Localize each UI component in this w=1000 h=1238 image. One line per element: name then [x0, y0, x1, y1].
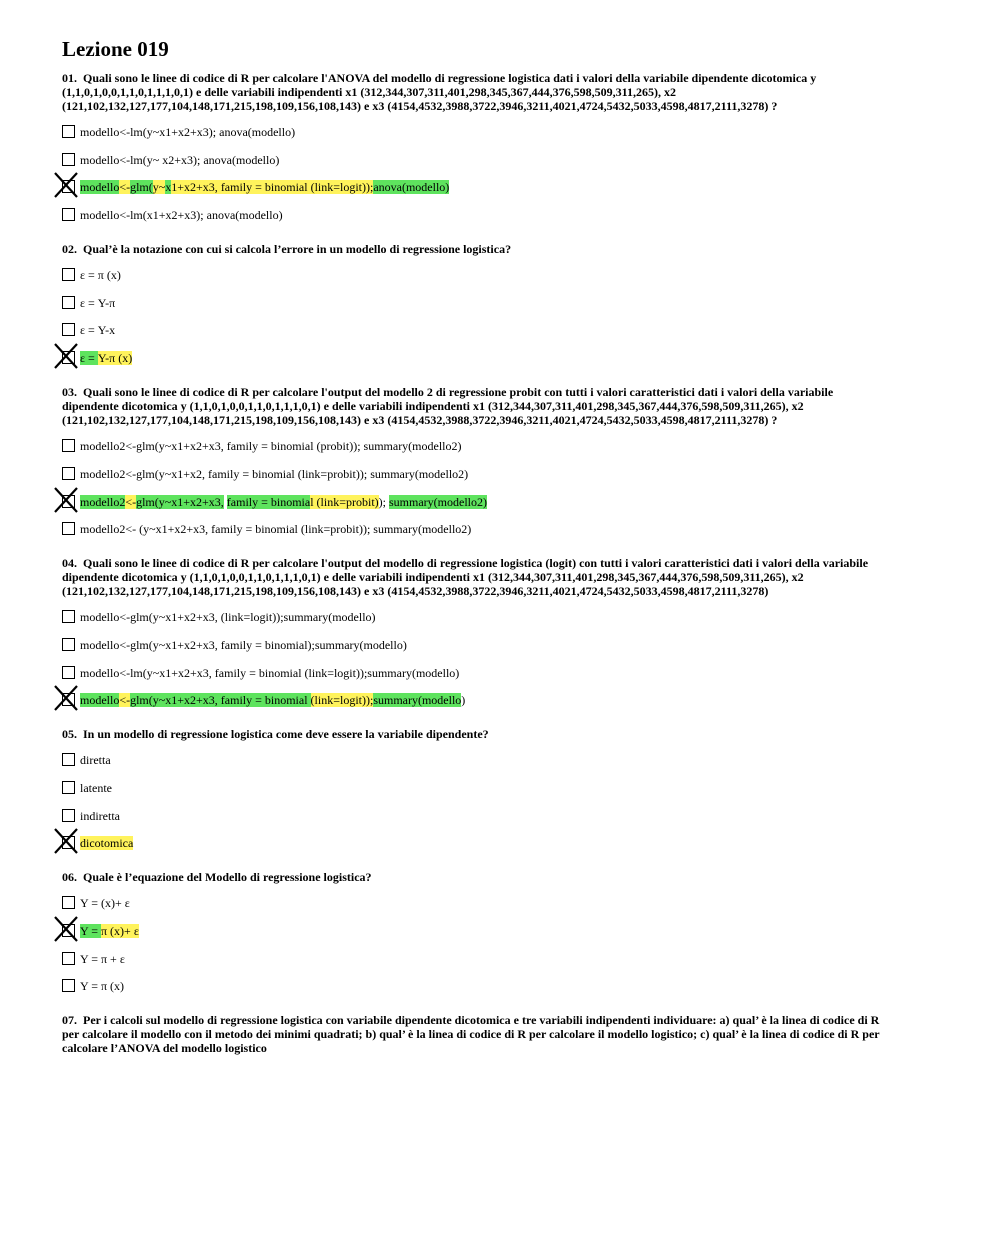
answer-option[interactable]	[62, 521, 942, 538]
question-text-line: dipendente dicotomica y (1,1,0,1,0,0,1,1,0,1,1,1,0,1) e delle variabili indipendenti x1 (312,344,307,311,401,298,345,367,444,376,598,509,311,265), x2	[62, 570, 804, 585]
answer-text-segment: y~	[152, 180, 166, 195]
answer-text-segment: anova(modello)	[373, 180, 450, 195]
question-text-line: (121,102,132,127,177,104,148,171,215,198,109,156,108,143) e x3 (4154,4532,3988,3722,3946,3211,4021,4724,5432,5033,4598,4817,2111,3278)	[62, 584, 769, 599]
answer-text-segment: ε =	[80, 351, 98, 366]
answer-option[interactable]	[62, 152, 942, 169]
question-text	[62, 385, 942, 427]
answer-text-segment: dicotomica	[80, 836, 134, 851]
answer-checkbox[interactable]	[62, 638, 75, 651]
answer-text: modello2<-glm(y~x1+x2+x3, family = binomial (probit)); summary(modello2)	[80, 439, 462, 454]
answer-text-segment: π (x)+ ε	[101, 924, 139, 938]
question-text-line: Quali sono le linee di codice di R per calcolare l'output del modello di regressione logistica (logit) con tutti i valori caratteristici dati i valori della variabile	[83, 556, 869, 571]
question-01	[62, 71, 942, 224]
question-text-line: Quale è l’equazione del Modello di regressione logistica?	[83, 870, 372, 885]
question-text-line: (121,102,132,127,177,104,148,171,215,198,109,156,108,143) e x3 (4154,4532,3988,3722,3946,3211,4021,4724,5432,5033,4598,4817,2111,3278) ?	[62, 413, 778, 428]
answer-text	[80, 835, 133, 852]
answer-checkbox[interactable]	[62, 896, 75, 909]
answer-text-segment: glm(	[130, 180, 153, 195]
question-05	[62, 727, 942, 852]
answer-text: modello<-lm(y~x1+x2+x3, family = binomial (link=logit));summary(modello)	[80, 665, 460, 680]
answer-text-segment: 1+x2+x3,	[171, 180, 218, 195]
answer-text-segment: x	[165, 180, 172, 195]
answer-text-segment: <-	[119, 180, 131, 195]
question-03	[62, 385, 942, 538]
question-07	[62, 1013, 942, 1055]
answer-option[interactable]	[62, 835, 942, 852]
answer-option[interactable]	[62, 895, 942, 912]
question-text	[62, 242, 942, 256]
answer-text: modello2<- (y~x1+x2+x3, family = binomial (link=probit)); summary(modello2)	[80, 522, 472, 537]
answer-text-segment: (link=logit));	[310, 693, 374, 708]
answer-checkbox[interactable]	[62, 753, 75, 766]
question-number: 02.	[62, 242, 77, 257]
question-text-line: Per i calcoli sul modello di regressione logistica con variabile dipendente dicotomica e tre variabili indipendenti individuare: a) qual’ è la linea di codice di R	[83, 1013, 880, 1028]
answer-checkbox[interactable]	[62, 268, 75, 281]
selected-cross-icon	[53, 915, 79, 943]
answer-checkbox[interactable]	[62, 208, 75, 221]
answer-text-segment: <-	[119, 693, 131, 708]
answer-text-segment: );	[378, 494, 389, 509]
question-text-line: Quali sono le linee di codice di R per calcolare l'ANOVA del modello di regressione logistica dati i valori della variabile dipendente dicotomica y	[83, 71, 817, 85]
answer-text	[80, 350, 132, 367]
page-title: Lezione 019	[62, 37, 169, 61]
question-text	[62, 556, 942, 598]
question-text-line: Qual’è la notazione con cui si calcola l’errore in un modello di regressione logistica?	[83, 242, 512, 257]
answer-option[interactable]	[62, 692, 942, 709]
question-text-line: calcolare l’ANOVA del modello logistico	[62, 1041, 267, 1056]
question-list	[62, 71, 942, 1055]
answer-checkbox[interactable]	[62, 323, 75, 336]
question-text	[62, 71, 942, 113]
answer-text	[80, 179, 449, 196]
answer-option[interactable]	[62, 207, 942, 224]
answer-text: modello<-lm(y~ x2+x3); anova(modello)	[80, 152, 280, 167]
answer-checkbox[interactable]	[62, 610, 75, 623]
question-number: 03.	[62, 385, 77, 400]
answer-text-segment: <-	[125, 494, 137, 509]
answer-text: modello<-lm(y~x1+x2+x3); anova(modello)	[80, 125, 296, 139]
document-page	[62, 36, 942, 1073]
answer-option[interactable]	[62, 295, 942, 312]
question-text	[62, 870, 942, 884]
answer-checkbox[interactable]	[62, 522, 75, 535]
answer-text: latente	[80, 780, 112, 795]
answer-option[interactable]	[62, 494, 942, 511]
question-text-line: dipendente dicotomica y (1,1,0,1,0,0,1,1,0,1,1,1,0,1) e delle variabili indipendenti x1 (312,344,307,311,401,298,345,367,444,376,598,509,311,265), x2	[62, 399, 804, 414]
answer-option[interactable]	[62, 267, 942, 284]
question-number: 05.	[62, 727, 77, 742]
answer-text: Y = (x)+ ε	[80, 896, 130, 911]
answer-text-segment: glm(y~x1+x2+x3, family = binomial	[130, 693, 311, 708]
selected-cross-icon	[53, 171, 79, 199]
question-text-line: (1,1,0,1,0,0,1,1,0,1,1,1,0,1) e delle variabili indipendenti x1 (312,344,307,311,401,298,345,367,444,376,598,509,311,265), x2	[62, 85, 677, 99]
answer-text: ε = Y-x	[80, 323, 116, 338]
answer-checkbox[interactable]	[62, 439, 75, 452]
question-06	[62, 870, 942, 995]
question-text-line: per calcolare il modello con il metodo dei minimi quadrati; b) qual’ è la linea di codice di R per calcolare il modello logistico; c) qual’ è la linea di codice di R per	[62, 1027, 880, 1042]
answer-text-segment: modello	[80, 693, 120, 708]
question-text-line: Quali sono le linee di codice di R per calcolare l'output del modello 2 di regressione probit con tutti i valori caratteristici dati i valori della variabile	[83, 385, 834, 400]
answer-option[interactable]	[62, 637, 942, 654]
answer-text: modello2<-glm(y~x1+x2, family = binomial (link=probit)); summary(modello2)	[80, 466, 469, 481]
question-text-line: (121,102,132,127,177,104,148,171,215,198,109,156,108,143) e x3 (4154,4532,3988,3722,3946,3211,4021,4724,5432,5033,4598,4817,2111,3278) ?	[62, 99, 778, 113]
answer-text-segment: modello2	[80, 494, 126, 509]
answer-checkbox[interactable]	[62, 781, 75, 794]
answer-checkbox[interactable]	[62, 296, 75, 309]
answer-text-segment: family = binomial (link=logit));	[217, 180, 374, 195]
answer-text-segment: l (link=probit)	[310, 494, 379, 509]
answer-option[interactable]	[62, 438, 942, 455]
answer-text	[80, 494, 487, 511]
question-04	[62, 556, 942, 709]
answer-text: modello<-lm(x1+x2+x3); anova(modello)	[80, 208, 283, 223]
answer-text: modello<-glm(y~x1+x2+x3, family = binomial);summary(modello)	[80, 637, 407, 652]
question-02	[62, 242, 942, 367]
answer-checkbox[interactable]	[62, 467, 75, 480]
answer-option[interactable]	[62, 780, 942, 797]
answer-checkbox[interactable]	[62, 153, 75, 166]
answer-text: indiretta	[80, 808, 120, 823]
answer-text: ε = Y-π	[80, 295, 116, 310]
question-number: 01.	[62, 71, 77, 85]
answer-text	[80, 692, 465, 709]
answer-text: diretta	[80, 753, 111, 768]
answer-text: Y = π (x)	[80, 979, 125, 994]
answer-option[interactable]	[62, 978, 942, 995]
selected-cross-icon	[53, 827, 79, 855]
answer-option[interactable]	[62, 609, 942, 626]
answer-checkbox[interactable]	[62, 125, 75, 138]
answer-option[interactable]	[62, 951, 942, 968]
question-text	[62, 727, 942, 741]
answer-option[interactable]	[62, 808, 942, 825]
answer-text: ε = π (x)	[80, 268, 121, 283]
answer-option[interactable]	[62, 124, 942, 141]
answer-option[interactable]	[62, 752, 942, 769]
question-number: 06.	[62, 870, 77, 885]
answer-text: modello<-glm(y~x1+x2+x3, (link=logit));summary(modello)	[80, 610, 376, 625]
question-text-line: In un modello di regressione logistica come deve essere la variabile dipendente?	[83, 727, 489, 742]
answer-text	[80, 923, 139, 940]
answer-checkbox[interactable]	[62, 979, 75, 992]
answer-text-segment: summary(modello2)	[389, 494, 487, 509]
selected-cross-icon	[53, 684, 79, 712]
question-text	[62, 1013, 942, 1055]
answer-option[interactable]	[62, 350, 942, 367]
answer-text-segment: modello	[80, 180, 120, 195]
answer-text-segment: Y =	[80, 924, 101, 938]
answer-checkbox[interactable]	[62, 952, 75, 965]
answer-checkbox[interactable]	[62, 809, 75, 822]
selected-cross-icon	[53, 486, 79, 514]
answer-text-segment: glm(y~x1+x2+x3,	[136, 494, 224, 509]
answer-checkbox[interactable]	[62, 666, 75, 679]
answer-text: Y = π + ε	[80, 951, 125, 966]
question-number: 07.	[62, 1013, 77, 1028]
answer-text-segment: Y-π (x)	[97, 351, 133, 366]
answer-option[interactable]	[62, 466, 942, 483]
selected-cross-icon	[53, 342, 79, 370]
answer-option[interactable]	[62, 923, 942, 940]
answer-option[interactable]	[62, 179, 942, 196]
answer-text-segment: summary(modello	[373, 693, 462, 708]
question-number: 04.	[62, 556, 77, 571]
answer-text-segment: )	[461, 693, 466, 708]
answer-option[interactable]	[62, 322, 942, 339]
answer-text-segment: family = binomia	[226, 494, 311, 509]
answer-option[interactable]	[62, 665, 942, 682]
